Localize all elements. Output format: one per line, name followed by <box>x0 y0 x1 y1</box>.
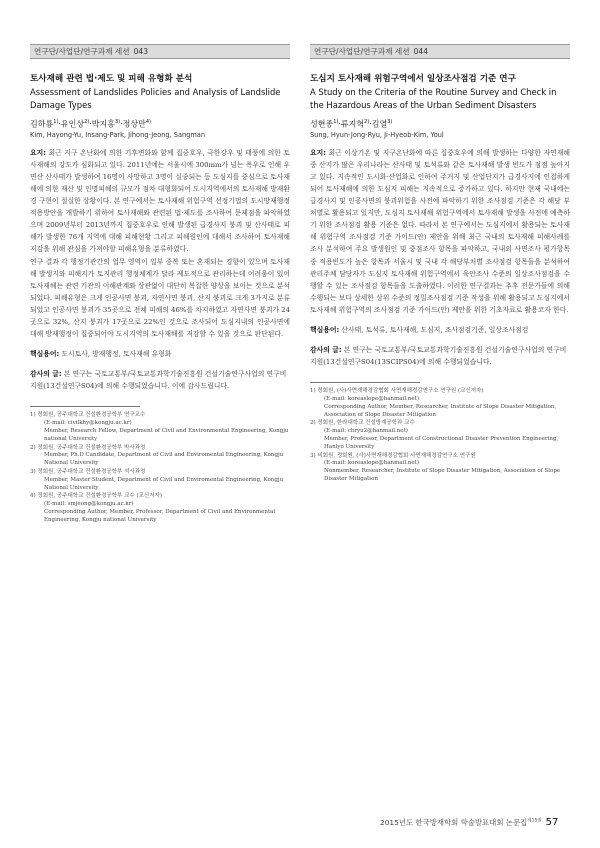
title-english: A Study on the Criteria of the Routine Survey and Check in the Hazardous Areas of the Urban Sediment Disasters <box>310 87 557 110</box>
author-name: 김열 <box>371 119 388 129</box>
session-label: 연구단/사업단/연구과제 세션 <box>314 47 410 56</box>
volume-sup: 제15권 <box>527 818 542 824</box>
author-name: 김하룡 <box>30 119 54 129</box>
page-number: 57 <box>545 817 559 828</box>
authors-korean: 김하룡$^{1)}$·유인상$^{2)}$·박지홍$^{3)}$·정상만$^{4)}$ <box>30 119 151 129</box>
page-footer <box>380 817 580 828</box>
footnote-4: 4) 정회원, 공주대학교 건설환경공학부 교수 (교신저자) (E-mail: smjeong@kongju.ac.kr) Corresponding Author, Member, Professor, Department of Civil and Environmental Engineering, Kongju national University <box>30 493 276 523</box>
author-sup: 1) <box>333 119 339 125</box>
abstract-043 <box>30 44 290 526</box>
footnote-1: 1) 정회원, 공주대학교 건설환경공학부 연구교수 (E-mail: civilkhy@kongju.ac.kr) Member, Research Fellow, Department of Civil and Environmental Engineering, Kongju national University <box>30 412 289 442</box>
authors-korean: 성현종$^{1)}$·류지혁$^{2)}$·김열$^{3)}$ <box>310 119 393 129</box>
ack-text: 본 연구는 국토교통부/국토교통과학기술진흥원 건설기술연구사업의 연구비지원(13건설연구S04)에 의해 수행되었습니다. 이에 감사드립니다. <box>30 370 287 391</box>
session-number: 044 <box>413 47 429 56</box>
abstract-044 <box>310 44 570 485</box>
footnote-rule <box>30 406 140 407</box>
keywords <box>310 324 570 336</box>
acknowledgement <box>30 368 290 392</box>
keywords-text: 산사태, 토석류, 토사재해, 도심지, 조사점검기준, 일상조사점검 <box>339 325 529 334</box>
author-name: 정상만 <box>122 119 146 129</box>
abstract-label: 요지: <box>310 148 326 157</box>
proceedings-title: 2015년도 한국방재학회 학술발표대회 논문집 <box>380 818 528 827</box>
ack-label: 감사의 글: <box>30 370 62 379</box>
abstract-text: 최근 지구 온난화에 의한 기후변화와 함께 집중호우, 극한강우 및 태풍에 의한 토사재해의 강도가 심화되고 있다. 2011년에는 서울시에 300mm가 넘는 폭우로 인해 우면산 산사태가 발생하여 16명이 사망하고 3명이 실종되는 등 도심지를 중심으로 토사재해에 의한 재산 및 인명피해의 규모가 점차 대형화되어 도시지역에서의 토사재해 방재환경 구현이 절실한 상황이다. 본 연구에서는 토사재해 위험구역 선정기법의 도시방재행정 적용방안을 개발하기 위하여 토사재해와 관련된 법·제도를 조사하여 문제점을 파악하였으며 2009년부터 2013년까지 집중호우로 인해 발생된 급경사지 붕괴 및 산사태로 피해가 발생한 76개 지역에 대해 피해현황 그리고 피해원인에 대해서 조사하여 토사재해 저감을 위해 관심을 가져야할 피해유형을 분류하였다. <box>30 148 290 254</box>
title-korean: 도심지 토사재해 위험구역에서 일상조사점검 기준 연구 <box>310 74 516 84</box>
keywords-label: 핵심용어: <box>30 350 60 359</box>
ack-text: 본 연구는 국토교통부/국토교통과학기술진흥원 건설기술연구사업의 연구비 지원(13건설연구S04(13SCIPS04)에 의해 수행되었습니다. <box>310 346 567 367</box>
session-tag <box>310 44 570 59</box>
author-name: 류지혁 <box>340 119 365 129</box>
acknowledgement <box>310 344 570 368</box>
author-sup: 3) <box>387 119 393 125</box>
authors-english: Kim, Hayong-Yu, Insang-Park, Jihong-Jeong, Sangman <box>30 130 206 139</box>
footnotes <box>310 388 570 484</box>
author-name: 성현종 <box>310 119 334 129</box>
keywords <box>30 348 290 360</box>
abstract-paragraph <box>30 147 290 256</box>
author-name: 유인상 <box>60 119 85 129</box>
author-name: 박지홍 <box>91 119 115 129</box>
keywords-text: 도시토사, 방재행정, 토사재해 유형화 <box>59 350 172 359</box>
title-english: Assessment of Landslides Policies and Analysis of Landslide Damage Types <box>30 87 281 110</box>
title-korean: 토사재해 관련 법·제도 및 피해 유형화 분석 <box>30 74 193 84</box>
keywords-label: 핵심용어: <box>310 325 340 334</box>
footnote-rule <box>310 382 420 383</box>
author-sup: 2) <box>364 119 370 125</box>
ack-label: 감사의 글: <box>310 346 342 355</box>
author-sup: 3) <box>114 119 121 125</box>
abstract-label: 요지: <box>30 148 46 157</box>
abstract-text: 최근 이상기온 및 지구온난화에 따른 집중호우에 의해 발생하는 다양한 자연재해 중 산지가 많은 우리나라는 산사태 및 토석류와 같은 토사재해 발생 빈도가 점점 높아지고 있다. 지속적인 도시화·산업화로 인하여 주거지 및 산업단지가 급경사지에 인접하게 되어 토사재해에 의한 도심지 피해는 지속적으로 증가하고 있다. 하지만 현재 국내에는 급경사지 및 인공사면의 붕괴위험을 사전에 파악하기 위한 조사점검 기준은 각 해당 부처별로 활용되고 있지만, 도심지 토사재해 위험구역에서 토사재해 발생을 사전에 예측하기 위한 조사점검 활용 기준은 없다. 따라서 본 연구에서는 도심지에서 활용되는 토사재해 위험구역 조사점검 기준 가이드(안) 제안을 위해 최근 국내의 토사재해 피해사례를 조사 분석하여 주요 발생원인 및 중점조사 항목을 파악하고, 국내외 사면조사 평가항목 중 적용빈도가 높은 항목과 서울시 및 국내 각 해당부처별 조사점검 항목들을 분석하여 관리주체 담당자가 도심지 토사재해 위험구역에서 육안조사 수준의 일상조사점검을 수행할 수 있는 조사점검 항목들을 도출하였다. 이러한 연구결과는 추후 전문가들에 의해 수행되는 보다 상세한 상위 수준의 정밀조사점검 기준 작성을 위해 활용되고 도심지에서 토사재해 위험구역의 조사점검 기준 가이드(안) 제안을 위한 기초자료로 활용코자 한다. <box>310 148 570 314</box>
footnotes <box>30 412 290 524</box>
authors-english: Sung, Hyun-Jong-Ryu, Ji-Hyeob-Kim, Youl <box>310 130 444 139</box>
footnote-2: 2) 정회원, 한라대학교 건설방재공학과 교수 (E-mail: chryu2@hanmail.net) Member, Professor, Department of Constructional Disaster Prevention Engineering, Hanlyo University <box>310 420 559 450</box>
author-sup: 1) <box>53 119 59 125</box>
footnote-1: 1) 정회원, (사)사면재해경감협회 사면재해경감연구소 연구원 (교신저자) (E-mail: koreaslope@hanmail.net) Corresponding Author, Member, Researcher, Institute of Slope Disaster Mitigation, Association of Slope Disaster Mitigation <box>310 388 557 418</box>
abstract-paragraph <box>310 147 570 316</box>
author-sup: 4) <box>145 119 151 125</box>
abstract-paragraph-2: 연구 결과 각 행정기관간의 업무 영역이 일부 중복 또는 혼재되는 경향이 있으며 토사재해 발생지와 피해지가 토지관리 행정체계가 달라 제도적으로 관리하는데 어려움이 있어 토사재해는 관련 기관의 이해관계와 상관없이 대단히 복잡한 양상을 보이는 것으로 분석되었다. 피해유형은 크게 인공사면 붕괴, 자연사면 붕괴, 산지 붕괴로 크게 3가지로 분류되었고 인공사면 붕괴가 35곳으로 전체 피해의 46%를 차지하였고 자연사면 붕괴가 24곳으로 32%, 산지 붕괴가 17곳으로 22%인 것으로 조사되어 도심지내의 인공사면에 대해 방재행정이 집중되어야 도시지역의 토사재해를 저감할 수 있을 것으로 판단된다. <box>30 257 290 339</box>
footnote-2: 2) 정회원, 공주대학교 건설환경공학부 박사과정 Member, Ph.D Candidate, Department of Civil and Enviromental Engineering, Kongju National University <box>30 444 284 467</box>
session-number: 043 <box>133 47 149 56</box>
author-sup: 2) <box>84 119 90 125</box>
session-label: 연구단/사업단/연구과제 세션 <box>34 47 130 56</box>
session-tag <box>30 44 290 59</box>
footnote-3: 3) 정회원, 공주대학교 건설환경공학부 석사과정 Member, Master Student, Department of Civil and Enviromental Engineering, Kongju National University <box>30 469 284 491</box>
footnote-3: 3) 비회원, 정회원, (사)사면재해경감협회 사면재해경감연구소 연구원 (E-mail: koreaslope@hanmail.net) Nonmember, Researcher, Institute of Slope Disaster Mitigation, Association of Slope Disaster Mitigation <box>310 452 561 483</box>
